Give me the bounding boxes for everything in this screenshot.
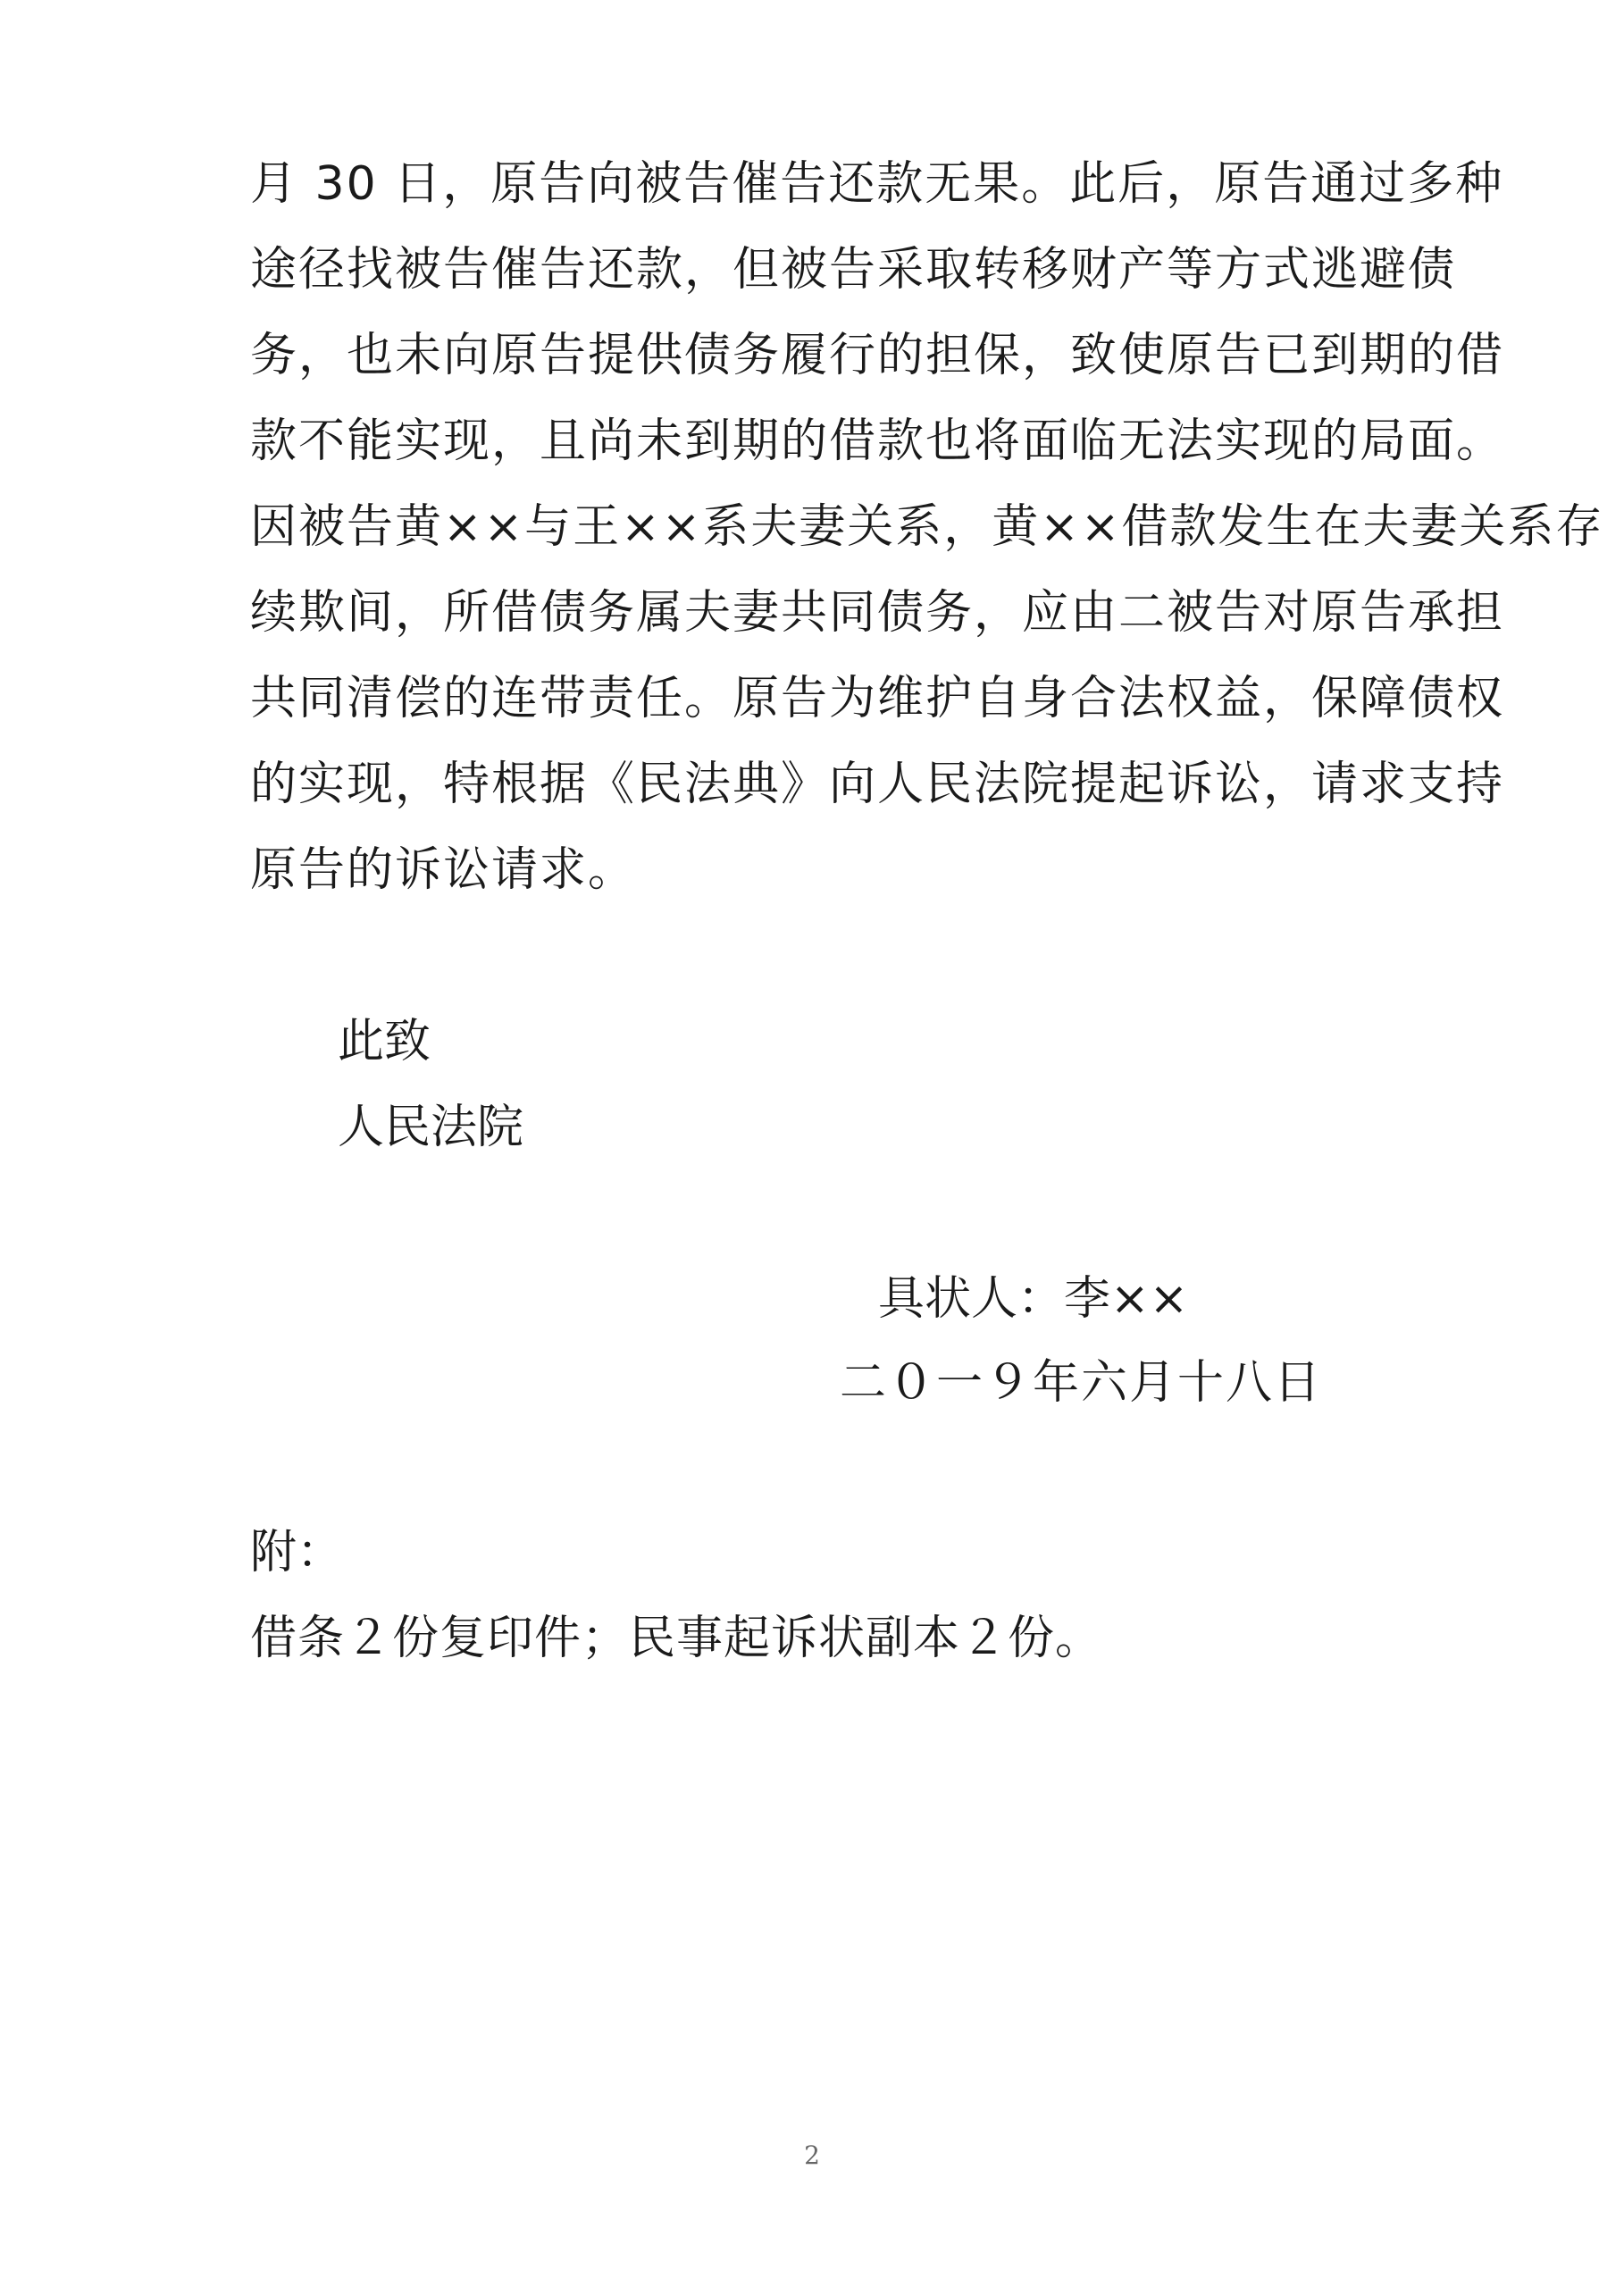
body-line: 因被告黄××与王××系夫妻关系，黄××借款发生在夫妻关系存 [250, 500, 1604, 554]
body-line: 的实现，特根据《民法典》向人民法院提起诉讼，请求支持 [250, 758, 1505, 811]
complaint-body-text [250, 141, 1604, 913]
attachment-text: 借条２份复印件；民事起诉状副本２份。 [250, 1612, 1103, 1665]
closing-recipient: 人民法院 [338, 1101, 524, 1154]
signer-line: 具状人：李×× [878, 1272, 1189, 1326]
signature-date: 二０一９年六月十八日 [840, 1356, 1323, 1410]
page-number: 2 [804, 2140, 820, 2170]
body-line: 月 30 日，原告向被告催告还款无果。此后，原告通过多种 [250, 157, 1504, 211]
closing-salutation: 此致 [338, 1015, 431, 1068]
body-line: 途径找被告催告还款，但被告采取转移财产等方式逃避债 [250, 243, 1457, 297]
closing-block [338, 999, 523, 1170]
attachment-label: 附： [250, 1526, 344, 1579]
body-line: 款不能实现，且尚未到期的借款也将面临无法实现的局面。 [250, 415, 1505, 468]
body-line: 共同清偿的连带责任。原告为维护自身合法权益，保障债权 [250, 672, 1505, 725]
body-line: 续欺间，所借债务属夫妻共同债务，应由二被告对原告承担 [250, 586, 1505, 640]
body-line: 务，也未向原告提供债务履行的担保，致使原告已到期的借 [250, 329, 1505, 382]
body-line: 原告的诉讼请求。 [250, 843, 637, 897]
